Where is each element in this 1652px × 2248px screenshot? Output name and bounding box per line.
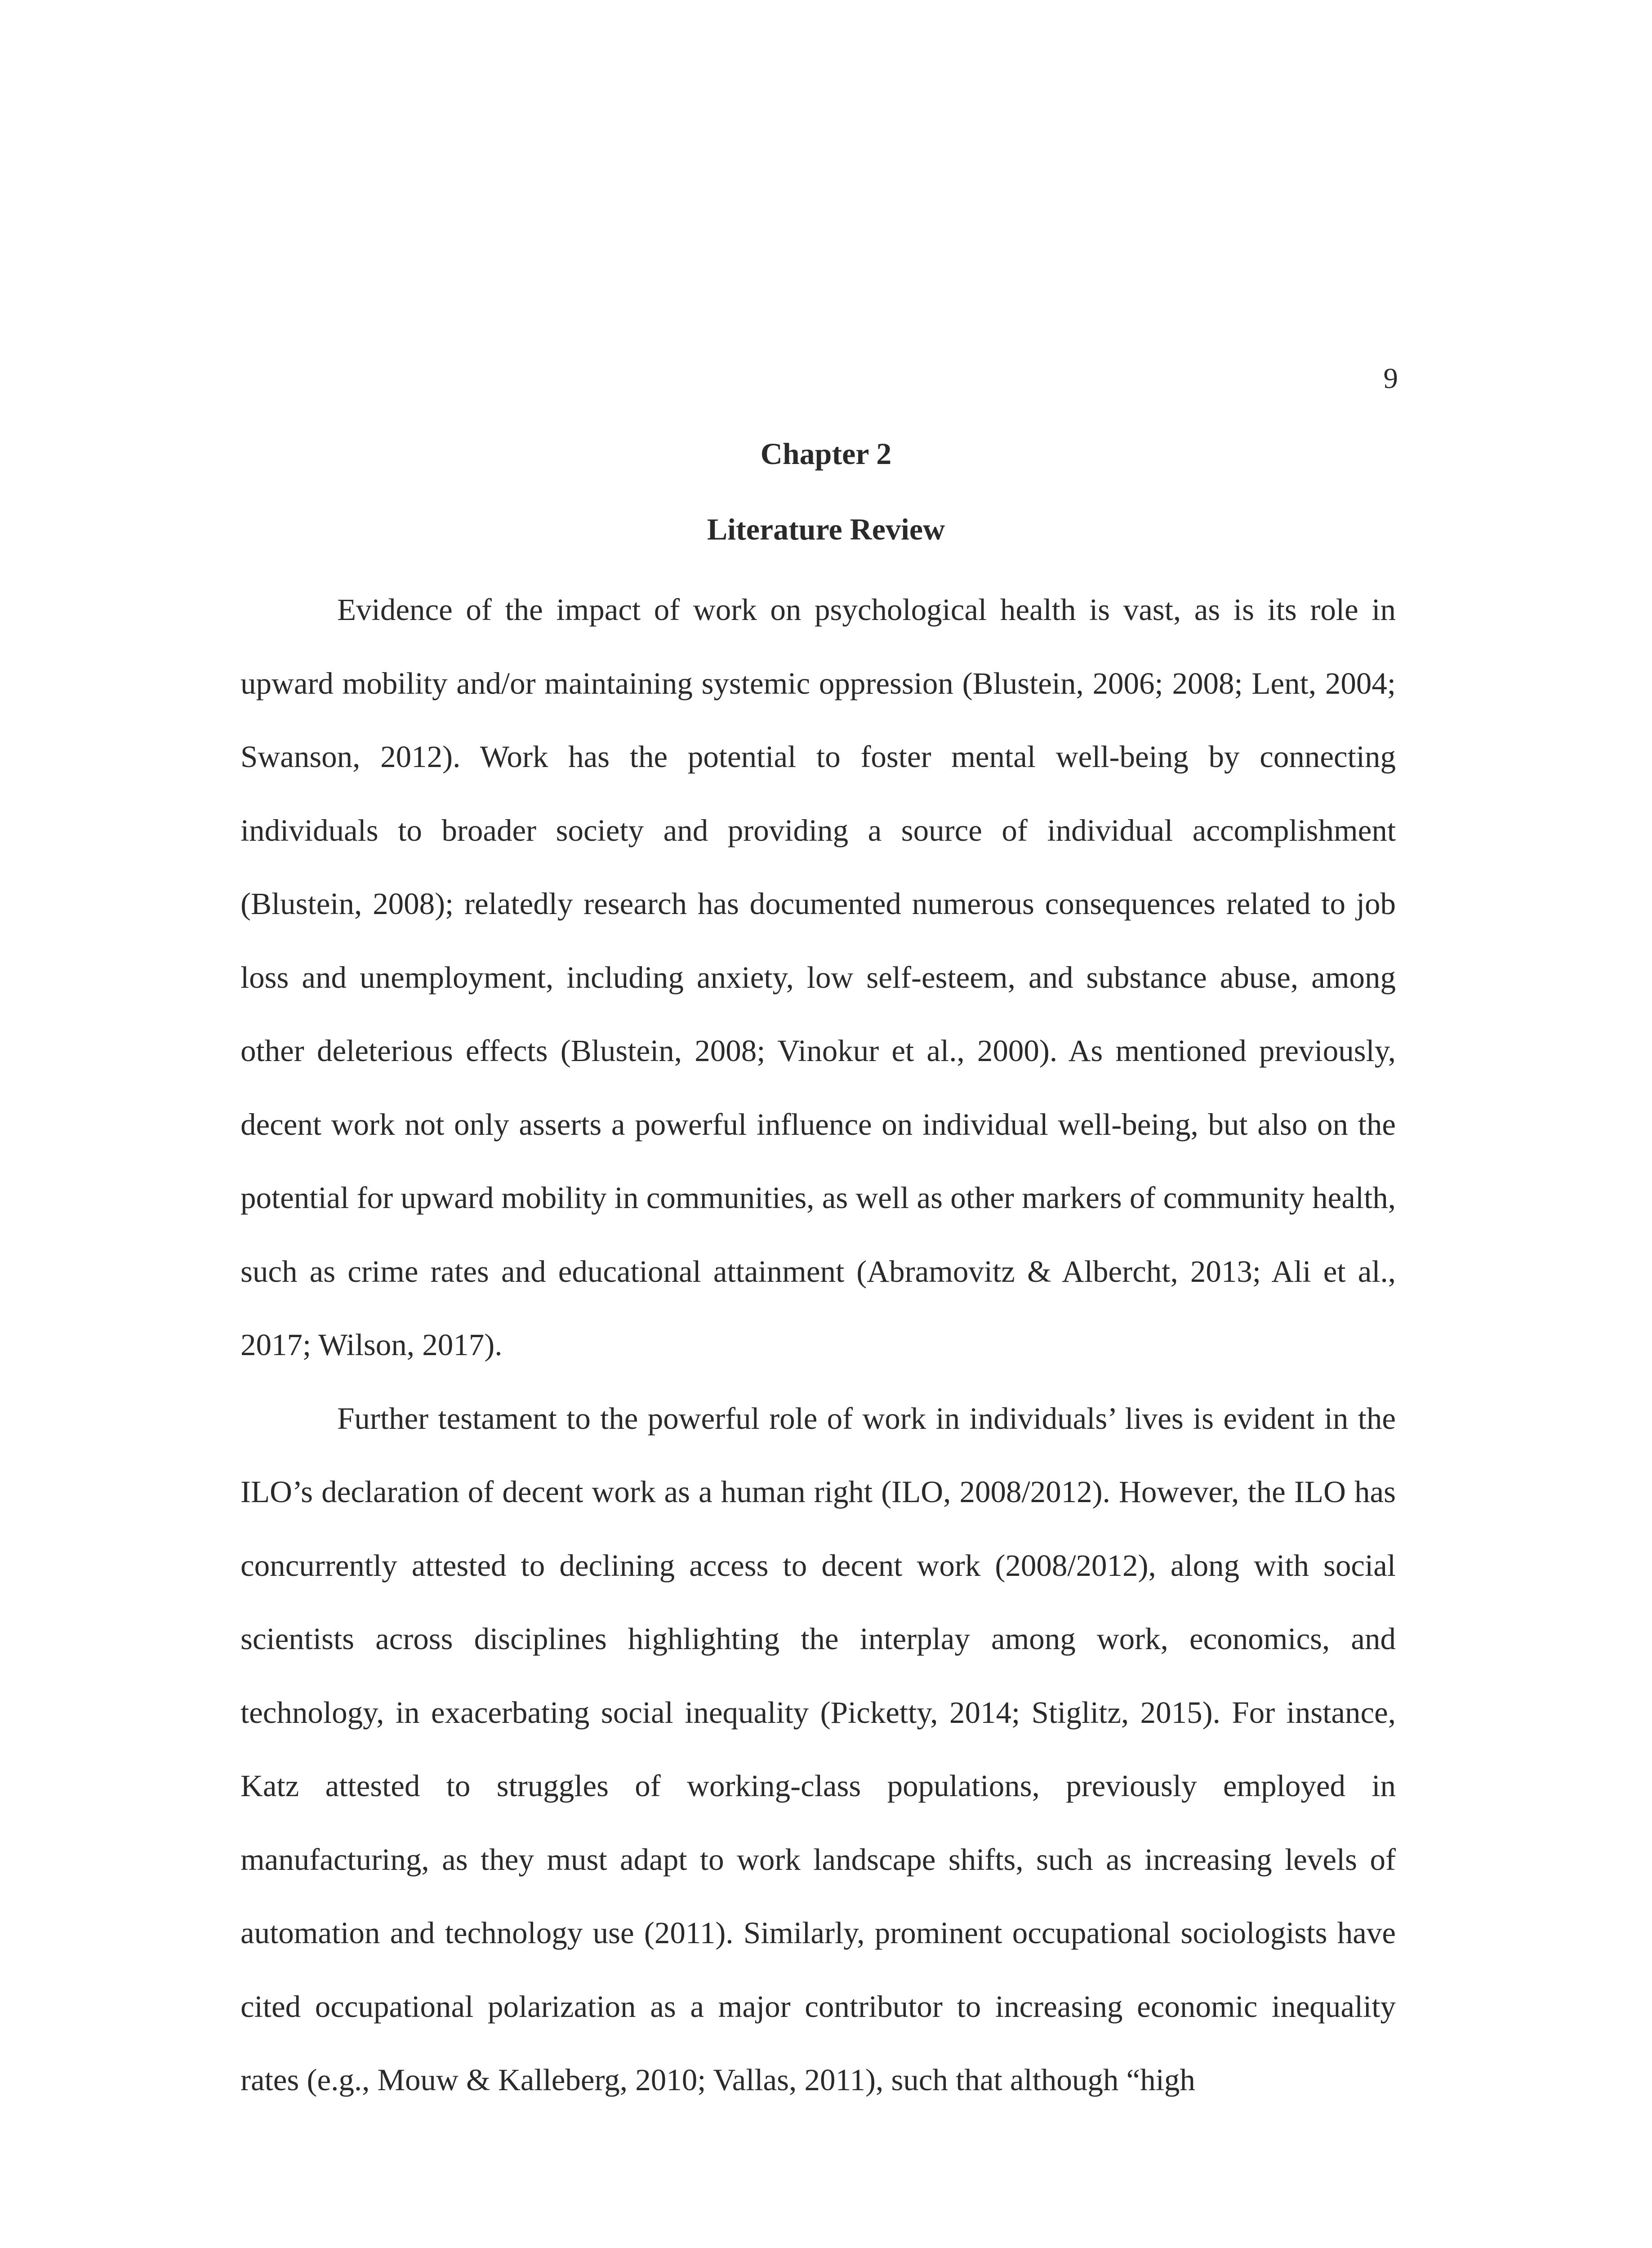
section-heading: Literature Review [707,512,945,546]
paragraph: Further testament to the powerful role of work in individuals’ lives is evident in the ILO’s declaration of decent work as a human right (ILO, 2008/2012). However, the ILO has concurrently attested to declining access to decent work (2008/2012), along with social scientists across disciplines highlighting the interplay among work, economics, and technology, in exacerbating social inequality (Picketty, 2014; Stiglitz, 2015). For instance, Katz attested to struggles of working-class populations, previously employed in manufacturing, as they must adapt to work landscape shifts, such as increasing levels of automation and technology use (2011). Similarly, prominent occupational sociologists have cited occupational polarization as a major contributor to increasing economic inequality rates (e.g., Mouw & Kalleberg, 2010; Vallas, 2011), such that although “high [240,1401,1396,2097]
chapter-heading: Chapter 2 [760,437,892,471]
paragraph: Evidence of the impact of work on psychological health is vast, as is its role in upward mobility and/or maintaining systemic oppression (Blustein, 2006; 2008; Lent, 2004; Swanson, 2012). Work has the potential to foster mental well-being by connecting individuals to broader society and providing a source of individual accomplishment (Blustein, 2008); relatedly research has documented numerous consequences related to job loss and unemployment, including anxiety, low self-esteem, and substance abuse, among other deleterious effects (Blustein, 2008; Vinokur et al., 2000). As mentioned previously, decent work not only asserts a powerful influence on individual well-being, but also on the potential for upward mobility in communities, as well as other markers of community health, such as crime rates and educational attainment (Abramovitz & Albercht, 2013; Ali et al., 2017; Wilson, 2017). [240,593,1396,1362]
body-text [240,573,1396,2117]
page-number: 9 [1383,362,1398,395]
